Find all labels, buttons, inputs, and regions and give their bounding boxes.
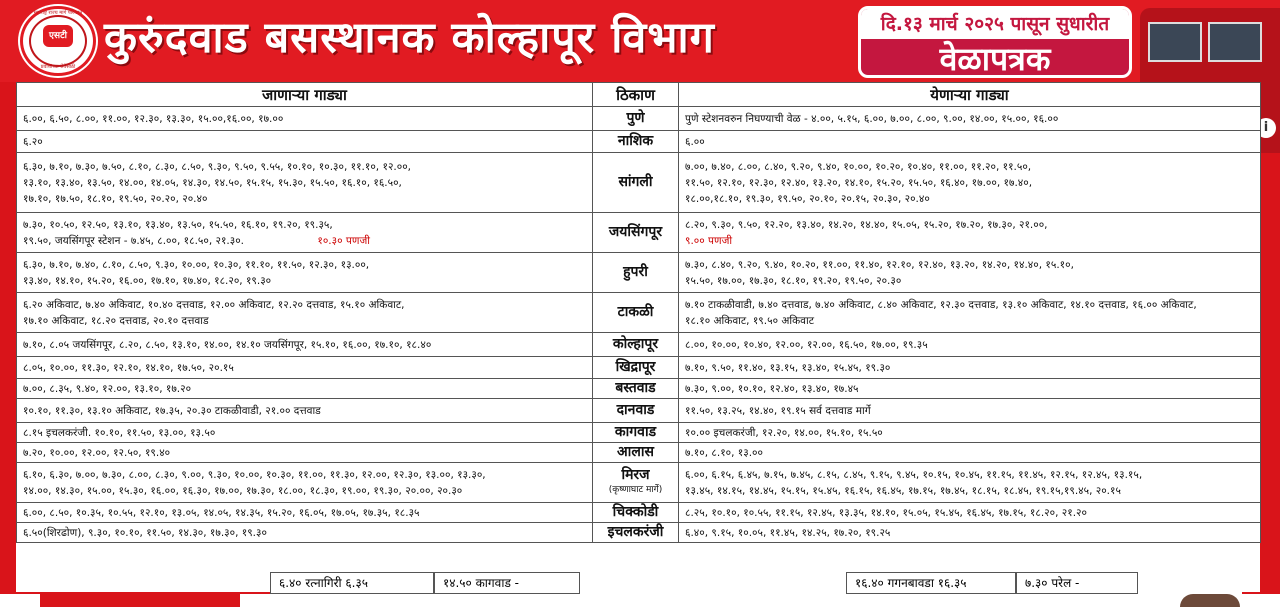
- departing-times: [17, 107, 593, 131]
- departing-times: [17, 523, 593, 543]
- departing-line: १०.१०, ११.३०, १३.१० अकिवाट, १७.३५, २०.३० टाकळीवाडी, २१.०० दत्तवाड: [23, 404, 321, 417]
- arriving-line: ७.३०, ८.४०, ९.२०, ९.४०, १०.२०, ११.००, ११.४०, १२.१०, १२.४०, १३.२०, १४.२०, १४.४०, १५.१०,: [685, 258, 1074, 271]
- arriving-note: ९.०० पणजी: [685, 234, 733, 247]
- departing-line: ७.१०, ८.०५ जयसिंगपूर, ८.२०, ८.५०, १३.१०, १४.००, १४.१० जयसिंगपूर, १५.१०, १६.००, १७.१०, १८.४०: [23, 338, 432, 351]
- place-label: जयसिंगपूर: [608, 224, 663, 240]
- arriving-line: ६.४०, ९.१५, १०.०५, ११.४५, १४.२५, १७.२०, १९.२५: [685, 526, 891, 539]
- arriving-line: ८.००, १०.००, १०.४०, १२.००, १२.००, १६.५०, १७.००, १९.३५: [685, 338, 928, 351]
- departing-line: ७.००, ८.३५, ९.४०, १२.००, १३.१०, १७.२०: [23, 382, 192, 395]
- bus-window-left: [1148, 22, 1202, 62]
- place-label: आलास: [617, 444, 654, 460]
- departing-note: १०.३० पणजी: [317, 234, 370, 247]
- arriving-line: ७.३०, ९.००, १०.१०, १२.४०, १३.४०, १७.४५: [685, 382, 859, 395]
- table-row: [17, 503, 1261, 523]
- departing-times: [17, 463, 593, 503]
- place-label: नाशिक: [617, 133, 654, 149]
- arriving-times: [679, 333, 1261, 357]
- place-name: [593, 107, 679, 131]
- footer-ratnagiri: ६.४० रत्नागिरी ६.३५: [270, 572, 434, 594]
- place-label: पुणे: [626, 110, 645, 126]
- departing-times: [17, 357, 593, 379]
- table-row: [17, 357, 1261, 379]
- bus-window-right: [1208, 22, 1262, 62]
- arriving-line: ७.१०, ९.५०, ११.४०, १३.१५, १३.४०, १५.४५, १९.३०: [685, 361, 891, 374]
- arriving-line: ६.००, ६.१५, ६.४५, ७.१५, ७.४५, ८.१५, ८.४५, ९.१५, ९.४५, १०.१५, १०.४५, ११.१५, ११.४५, १२.१५, १२.४५, १३.१५,: [685, 468, 1143, 481]
- place-label: इचलकरंजी: [607, 524, 664, 540]
- place-name: [593, 153, 679, 213]
- timetable-table: [16, 82, 1261, 543]
- table-row: [17, 423, 1261, 443]
- arriving-times: [679, 131, 1261, 153]
- departing-line: १७.१० अकिवाट, १८.२० दत्तवाड, २०.१० दत्तवाड: [23, 314, 209, 327]
- schedule-badge: [858, 6, 1132, 78]
- header-place: ठिकाण: [593, 83, 679, 107]
- table-row: [17, 107, 1261, 131]
- departing-line: १३.१०, १३.४०, १३.५०, १४.००, १४.०५, १४.३०, १४.५०, १५.१५, १५.३०, १५.५०, १६.१०, १६.५०,: [23, 176, 402, 189]
- place-label: बस्तवाड: [615, 380, 656, 396]
- footer-parel: ७.३० परेल -: [1016, 572, 1138, 594]
- bottom-strip: [0, 594, 1280, 607]
- departing-line: ६.३०, ७.१०, ७.४०, ८.१०, ८.५०, ९.३०, १०.००, १०.३०, ११.१०, ११.५०, १२.३०, १३.००,: [23, 258, 370, 271]
- arriving-line: पुणे स्टेशनवरुन निघण्याची वेळ - ४.००, ५.१५, ६.००, ७.००, ८.००, ९.००, १४.००, १५.००, १६.००: [685, 112, 1059, 125]
- place-label: टाकळी: [617, 304, 654, 320]
- footer-gaganbawda: १६.४० गगनबावडा १६.३५: [846, 572, 1016, 594]
- departing-times: [17, 333, 593, 357]
- arriving-times: [679, 503, 1261, 523]
- bottom-decor-left: [40, 594, 240, 607]
- arriving-times: [679, 357, 1261, 379]
- table-row: [17, 463, 1261, 503]
- place-name: [593, 423, 679, 443]
- place-name: [593, 293, 679, 333]
- table-row: [17, 333, 1261, 357]
- arriving-times: [679, 293, 1261, 333]
- arriving-times: [679, 423, 1261, 443]
- departing-line: ६.१०, ६.३०, ७.००, ७.३०, ८.००, ८.३०, ९.००, ९.३०, १०.००, १०.३०, ११.००, ११.३०, १२.००, १२.३०, १३.००, १३.३०,: [23, 468, 486, 481]
- effective-date: दि.१३ मार्च २०२५ पासून सुधारीत: [861, 9, 1129, 39]
- place-name: [593, 131, 679, 153]
- arriving-line: ६.००: [685, 135, 705, 148]
- place-name: [593, 523, 679, 543]
- arriving-line: १५.५०, १७.००, १७.३०, १८.१०, १९.२०, १९.५०, २०.३०: [685, 274, 902, 287]
- departing-times: [17, 153, 593, 213]
- header-departing: जाणाऱ्या गाड्या: [17, 83, 593, 107]
- place-name: [593, 463, 679, 503]
- departing-line: ६.२०: [23, 135, 43, 148]
- departing-times: [17, 443, 593, 463]
- place-label: दानवाड: [616, 402, 655, 418]
- arriving-times: [679, 443, 1261, 463]
- place-name: [593, 399, 679, 423]
- departing-times: [17, 379, 593, 399]
- arriving-line: ७.१०, ८.१०, १३.००: [685, 446, 763, 459]
- place-label: खिद्रापूर: [615, 359, 656, 375]
- place-label: सांगली: [618, 174, 653, 190]
- arriving-line: ७.००, ७.४०, ८.००, ८.४०, ९.२०, ९.४०, १०.००, १०.२०, १०.४०, ११.००, ११.२०, ११.५०,: [685, 160, 1032, 173]
- arriving-line: १८.१० अकिवाट, १९.५० अकिवाट: [685, 314, 815, 327]
- table-row: [17, 131, 1261, 153]
- departing-line: ७.२०, १०.००, १२.००, १२.५०, १९.४०: [23, 446, 171, 459]
- arriving-line: ८.२०, ९.३०, ९.५०, १२.२०, १३.४०, १४.२०, १४.४०, १५.०५, १५.२०, १७.२०, १७.३०, २१.००,: [685, 218, 1048, 231]
- msrtc-logo: [20, 6, 96, 76]
- place-name: [593, 213, 679, 253]
- logo-arc-bottom: प्रवाशांच्या सेवेसाठी: [40, 64, 76, 70]
- arriving-times: [679, 379, 1261, 399]
- place-label: हुपरी: [623, 264, 648, 280]
- departing-line: १९.५०, जयसिंगपूर स्टेशन - ७.४५, ८.००, १८.५०, २१.३०.: [23, 234, 245, 247]
- table-row: [17, 379, 1261, 399]
- info-icon[interactable]: i: [1256, 118, 1276, 138]
- departing-times: [17, 293, 593, 333]
- place-name: [593, 333, 679, 357]
- arriving-line: ८.२५, १०.१०, १०.५५, ११.१५, १२.४५, १३.३५, १४.१०, १५.०५, १५.४५, १६.४५, १७.१५, १८.२०, २१.२०: [685, 506, 1087, 519]
- table-row: [17, 443, 1261, 463]
- arriving-times: [679, 153, 1261, 213]
- departing-line: ६.००, ८.५०, १०.३५, १०.५५, १२.१०, १३.०५, १४.०५, १४.३५, १५.२०, १६.०५, १७.०५, १७.३५, १८.३५: [23, 506, 420, 519]
- bottom-decor-right: [1180, 594, 1240, 607]
- footer-row: [270, 572, 1242, 594]
- arriving-times: [679, 107, 1261, 131]
- place-name: [593, 503, 679, 523]
- logo-arc-top: महाराष्ट्र राज्य मार्ग परिवहन: [33, 10, 83, 16]
- table-row: [17, 153, 1261, 213]
- page-title: कुरुंदवाड बसस्थानक कोल्हापूर विभाग: [104, 13, 715, 63]
- departing-line: ६.००, ६.५०, ८.००, ११.००, १२.३०, १३.३०, १५.००,१६.००, १७.००: [23, 112, 284, 125]
- table-row: [17, 399, 1261, 423]
- arriving-times: [679, 399, 1261, 423]
- place-name: [593, 443, 679, 463]
- table-row: [17, 253, 1261, 293]
- arriving-line: १०.०० इचलकरंजी, १२.२०, १४.००, १५.१०, १५.५०: [685, 426, 883, 439]
- departing-times: [17, 503, 593, 523]
- departing-line: ८.०५, १०.००, ११.३०, १२.१०, १४.१०, १७.५०, २०.१५: [23, 361, 234, 374]
- arriving-times: [679, 523, 1261, 543]
- arriving-times: [679, 253, 1261, 293]
- departing-line: ८.१५ इचलकरंजी. १०.१०, ११.५०, १३.००, १३.५०: [23, 426, 216, 439]
- footer-kagwad: १४.५० कागवाड -: [434, 572, 580, 594]
- departing-line: ६.२० अकिवाट, ७.४० अकिवाट, १०.४० दत्तवाड, १२.०० अकिवाट, १२.२० दत्तवाड, १५.१० अकिवाट,: [23, 298, 405, 311]
- arriving-line: ७.१० टाकळीवाडी, ७.४० दत्तवाड, ७.४० अकिवाट, ८.४० अकिवाट, १२.३० दत्तवाड, १३.१० अकिवाट, १४.१० दत्तवाड, १६.०० अकिवाट,: [685, 298, 1197, 311]
- logo-text: एसटी: [43, 25, 73, 47]
- arriving-times: [679, 213, 1261, 253]
- place-label: चिक्कोडी: [612, 504, 659, 520]
- departing-times: [17, 423, 593, 443]
- place-name: [593, 357, 679, 379]
- header-banner: [0, 0, 1280, 82]
- table-row: [17, 523, 1261, 543]
- departing-line: ६.५०(शिरढोण), ९.३०, १०.१०, ११.५०, १४.३०, १७.३०, १९.३०: [23, 526, 267, 539]
- place-sublabel: (कृष्णाघाट मार्गे): [608, 484, 663, 495]
- arriving-line: १३.४५, १४.१५, १४.४५, १५.१५, १५.४५, १६.१५, १६.४५, १७.१५, १७.४५, १८.१५, १८.४५, १९.१५,१९.४५, २०.१५: [685, 484, 1121, 497]
- departing-line: १३.४०, १४.१०, १५.२०, १६.००, १७.१०, १७.४०, १८.२०, १९.३०: [23, 274, 272, 287]
- timetable: [16, 82, 1260, 592]
- departing-line: ६.३०, ७.१०, ७.३०, ७.५०, ८.१०, ८.३०, ८.५०, ९.३०, ९.५०, ९.५५, १०.१०, १०.३०, ११.१०, १२.००,: [23, 160, 412, 173]
- departing-times: [17, 213, 593, 253]
- arriving-line: ११.५०, १३.२५, १४.४०, १९.१५ सर्व दत्तवाड मार्गे: [685, 404, 871, 417]
- place-name: [593, 379, 679, 399]
- header-arriving: येणाऱ्या गाड्या: [679, 83, 1261, 107]
- place-name: [593, 253, 679, 293]
- departing-line: ७.३०, १०.५०, १२.५०, १३.१०, १३.४०, १३.५०, १५.५०, १६.१०, १९.२०, १९.३५,: [23, 218, 333, 231]
- arriving-times: [679, 463, 1261, 503]
- place-label: कागवाड: [614, 424, 657, 440]
- table-row: [17, 213, 1261, 253]
- departing-line: १७.१०, १७.५०, १८.१०, १९.५०, २०.२०, २०.४०: [23, 192, 208, 205]
- table-row: [17, 293, 1261, 333]
- table-header-row: [17, 83, 1261, 107]
- schedule-label: वेळापत्रक: [939, 40, 1051, 78]
- place-label: मिरज: [621, 466, 650, 483]
- departing-times: [17, 399, 593, 423]
- arriving-line: १८.००,१८.१०, १९.३०, १९.५०, २०.१०, २०.१५, २०.३०, २०.४०: [685, 192, 930, 205]
- departing-line: १४.००, १४.३०, १५.००, १५.३०, १६.००, १६.३०, १७.००, १७.३०, १८.००, १८.३०, १९.००, १९.३०, २०.००, २०.३०: [23, 484, 463, 497]
- place-label: कोल्हापूर: [612, 336, 659, 352]
- departing-times: [17, 131, 593, 153]
- arriving-line: ११.५०, १२.१०, १२.३०, १२.४०, १३.२०, १४.१०, १५.२०, १५.५०, १६.४०, १७.००, १७.४०,: [685, 176, 1033, 189]
- departing-times: [17, 253, 593, 293]
